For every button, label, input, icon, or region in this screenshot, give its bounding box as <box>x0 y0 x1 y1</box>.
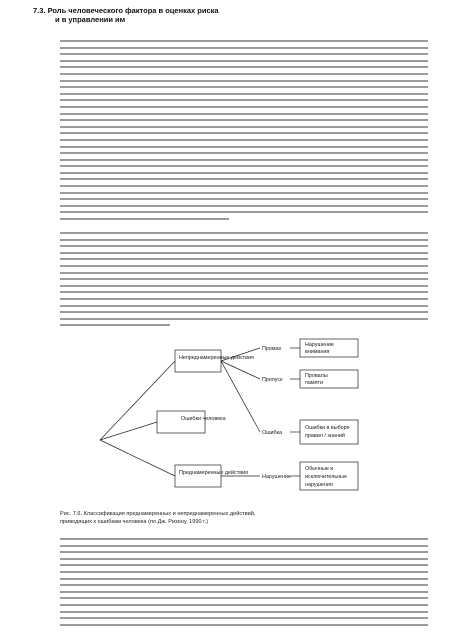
root-box <box>157 411 205 433</box>
mistake-desc-box <box>300 420 358 444</box>
text-line <box>60 604 428 606</box>
section-heading-line-1: 7.3. Роль человеческого фактора в оценках риска <box>33 6 219 15</box>
text-line <box>60 597 428 599</box>
unintended-label: Непреднамеренные действия <box>179 355 254 361</box>
root-label: Ошибки человека <box>181 416 226 422</box>
text-line <box>60 591 428 593</box>
violation-desc-line-1: Обычные и <box>305 466 334 472</box>
intended-label: Преднамеренные действия <box>179 470 249 476</box>
text-line <box>60 545 428 547</box>
unintended-box <box>175 350 221 372</box>
text-line <box>60 611 428 613</box>
caption-line-2: приводящих к ошибкам человека (по Дж. Ризону, 1990 г.) <box>60 519 208 525</box>
text-line <box>60 584 428 586</box>
mistake-desc-line-1: Ошибки в выборе <box>305 425 350 431</box>
caption-line-1: Рис. 7.6. Классификация преднамеренных и непреднамеренных действий, <box>60 511 256 517</box>
slip-label: Промах <box>262 346 282 352</box>
text-line <box>60 624 428 626</box>
lapse-desc-line-1: Провалы <box>305 373 328 379</box>
slip-desc-line-1: Нарушение <box>305 342 334 348</box>
intended-box <box>175 465 221 487</box>
text-line <box>60 578 428 580</box>
body-paragraph-3 <box>60 538 428 630</box>
text-line <box>60 564 428 566</box>
mistake-label: Ошибка <box>262 430 283 436</box>
lapse-desc-line-2: памяти <box>305 380 324 386</box>
figure-caption <box>60 510 430 526</box>
violation-desc-line-3: нарушения <box>305 482 333 488</box>
text-line <box>60 538 428 540</box>
text-line <box>60 617 428 619</box>
slip-desc-line-2: внимания <box>305 349 330 355</box>
mistake-desc-line-2: правил / знаний <box>305 433 345 439</box>
text-line <box>60 571 428 573</box>
text-line <box>60 558 428 560</box>
section-heading-line-2: и в управлении им <box>55 15 126 24</box>
text-line <box>60 551 428 553</box>
violation-desc-line-2: исключительные <box>305 474 348 480</box>
violation-label: Нарушение <box>262 474 291 480</box>
lapse-label: Пропуск <box>262 377 283 383</box>
